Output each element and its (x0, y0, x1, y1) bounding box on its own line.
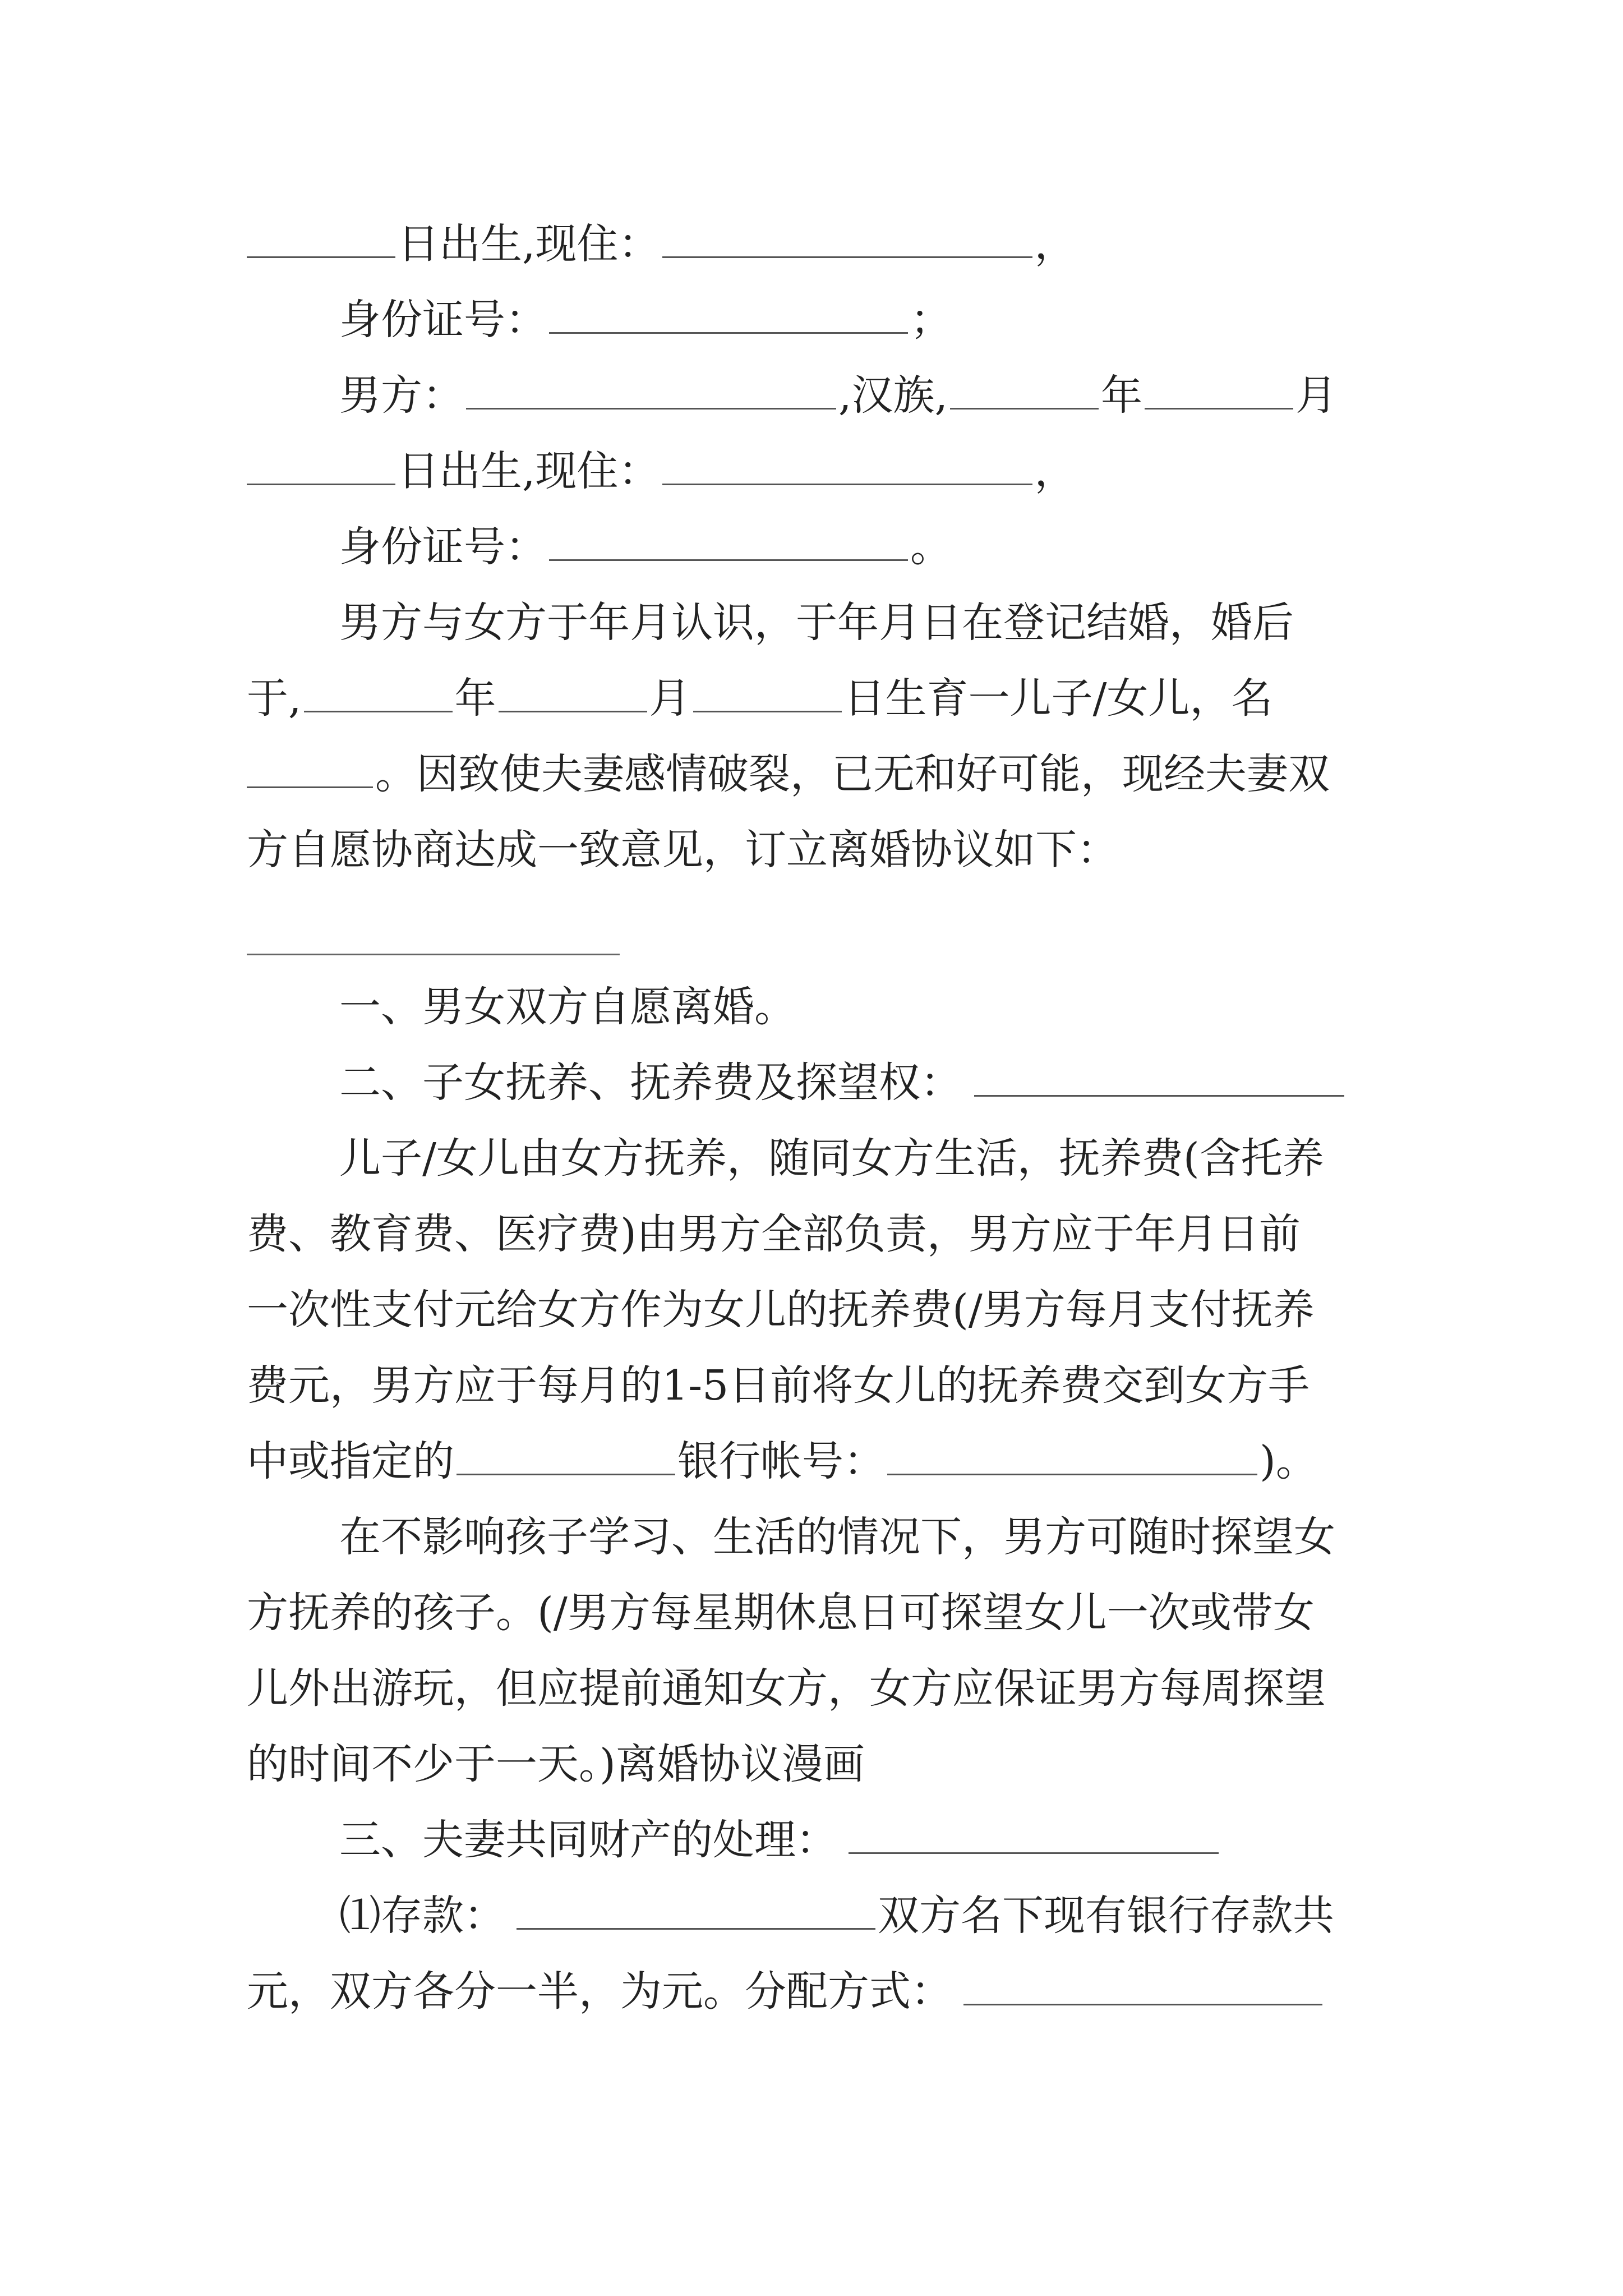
text-segment: ⑴存款： (339, 1892, 505, 1940)
text-segment: 。 (910, 523, 952, 571)
text-segment: )。 (1260, 1437, 1317, 1485)
text-line (247, 670, 1391, 732)
fill-blank (1145, 407, 1293, 409)
fill-blank (247, 786, 373, 788)
text-segment: 年 (1101, 371, 1143, 420)
fill-blank (466, 407, 836, 409)
fill-blank (247, 483, 395, 485)
fill-blank (549, 332, 908, 334)
text-segment: 身份证号： (339, 296, 547, 344)
fill-blank (304, 710, 453, 712)
text-segment: 日生育一儿子/女儿，名 (843, 674, 1273, 723)
text-line: 儿外出游玩，但应提前通知女方，女方应保证男方每周探望 (247, 1664, 1326, 1713)
text-segment: ； (910, 296, 952, 344)
fill-blank (693, 710, 842, 712)
text-line: 费、教育费、医疗费)由男方全部负责，男方应于年月日前 (247, 1210, 1301, 1258)
text-line: 一、男女双方自愿离婚。 (339, 983, 796, 1031)
text-line (339, 292, 1391, 353)
text-line: 费元，男方应于每月的1-5日前将女儿的抚养费交到女方手 (247, 1361, 1310, 1410)
fill-blank (517, 1927, 875, 1930)
fill-blank (499, 710, 647, 712)
text-line: 一次性支付元给女方作为女儿的抚养费(/男方每月支付抚养 (247, 1286, 1315, 1334)
text-segment: 日出生,现住： (398, 220, 660, 268)
text-line: 方自愿协商达成一致意见，订立离婚协议如下： (247, 826, 1118, 874)
text-line (339, 1055, 1391, 1116)
divider-blank (247, 954, 620, 955)
text-segment: 银行帐号： (677, 1437, 885, 1485)
fill-blank (887, 1473, 1257, 1475)
fill-blank (662, 483, 1032, 485)
text-segment: 中或指定的 (247, 1437, 454, 1485)
text-line (339, 1812, 1391, 1874)
text-segment: 月 (649, 674, 691, 723)
text-line (247, 443, 1391, 505)
text-line: 儿子/女儿由女方抚养，随同女方生活，抚养费(含托养 (339, 1134, 1324, 1182)
text-line (339, 1888, 1391, 1949)
fill-blank (950, 407, 1099, 409)
text-segment: 双方名下现有银行存款共 (878, 1892, 1334, 1940)
text-line (247, 746, 1391, 808)
text-segment: 二、子女抚养、抚养费及探望权： (339, 1059, 962, 1107)
text-segment: 月 (1295, 371, 1338, 420)
fill-blank (457, 1473, 675, 1475)
text-line (247, 1963, 1391, 2025)
text-segment: 三、夫妻共同财产的处理： (339, 1816, 837, 1864)
text-line (247, 216, 1391, 278)
text-segment: ， (1034, 447, 1076, 495)
text-segment: 元，双方各分一半，为元。分配方式： (247, 1967, 952, 2016)
fill-blank (247, 256, 395, 258)
text-line: 男方与女方于年月认识，于年月日在登记结婚，婚后 (339, 599, 1294, 647)
text-segment: 。因致使夫妻感情破裂，已无和好可能，现经夫妻双 (375, 750, 1330, 798)
text-segment: 日出生,现住： (398, 447, 660, 495)
text-segment: ， (1034, 220, 1076, 268)
text-segment: 男方： (339, 371, 464, 420)
fill-blank (849, 1852, 1219, 1854)
text-segment: 于, (247, 674, 302, 723)
text-segment: 年 (454, 674, 496, 723)
text-line (339, 367, 1391, 429)
text-line (247, 1433, 1391, 1495)
fill-blank (963, 2003, 1322, 2005)
text-segment: 身份证号： (339, 523, 547, 571)
text-line: 的时间不少于一天。)离婚协议漫画 (247, 1740, 865, 1788)
text-line: 在不影响孩子学习、生活的情况下，男方可随时探望女 (339, 1513, 1335, 1561)
fill-blank (662, 256, 1032, 258)
text-line (339, 519, 1391, 581)
fill-blank (974, 1094, 1344, 1097)
text-segment: ,汉族, (838, 371, 948, 420)
fill-blank (549, 559, 908, 561)
text-line: 方抚养的孩子。(/男方每星期休息日可探望女儿一次或带女 (247, 1589, 1315, 1637)
